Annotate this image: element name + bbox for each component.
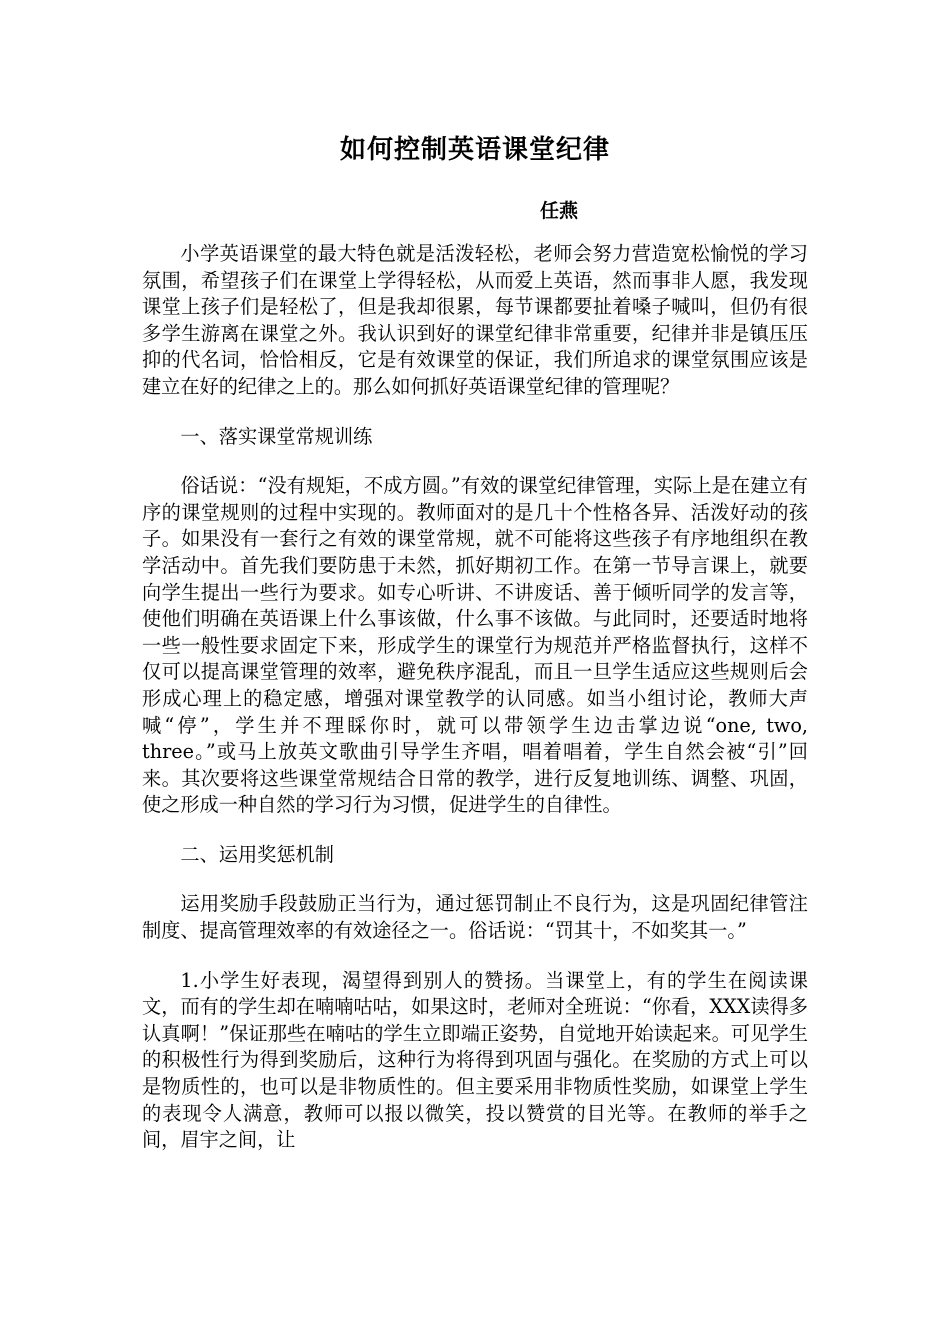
intro-paragraph: 小学英语课堂的最大特色就是活泼轻松，老师会努力营造宽松愉悦的学习氛围，希望孩子们在课堂上学得轻松，从而爱上英语，然而事非人愿，我发现课堂上孩子们是轻松了，但是我却很累，每节课都要扯着嗓子喊叫，但仍有很多学生游离在课堂之外。我认识到好的课堂纪律非常重要，纪律并非是镇压压抑的代名词，恰恰相反，它是有效课堂的保证，我们所追求的课堂氛围应该是建立在好的纪律之上的。那么如何抓好英语课堂纪律的管理呢？ [142,242,808,398]
paragraph-spacer [142,401,808,424]
author-name: 任燕 [540,200,579,222]
paragraph-spacer [142,819,808,842]
section-heading-2: 二、运用奖惩机制 [180,842,334,866]
numbered-point-1: 1.小学生好表现，渴望得到别人的赞扬。当课堂上，有的学生在阅读课文，而有的学生却在喃喃咕咕，如果这时，老师对全班说：“你看，XXX读得多认真啊！”保证那些在喃咕的学生立即端正姿势，自觉地开始读起来。可见学生的积极性行为得到奖励后，这种行为将得到巩固与强化。在奖励的方式上可以是物质性的，也可以是非物质性的。但主要采用非物质性奖励，如课堂上学生的表现令人满意，教师可以报以微笑，投以赞赏的目光等。在教师的举手之间，眉宇之间，让 [142,968,808,1152]
document-body [142,241,808,1154]
paragraph-spacer [142,450,808,473]
document-title: 如何控制英语课堂纪律 [339,135,610,165]
paragraph-spacer [142,868,808,891]
paragraph-spacer [142,945,808,968]
section-1-paragraph: 俗话说：“没有规矩，不成方圆。”有效的课堂纪律管理，实际上是在建立有序的课堂规则的过程中实现的。教师面对的是几十个性格各异、活泼好动的孩子。如果没有一套行之有效的课堂常规，就不可能将这些孩子有序地组织在教学活动中。首先我们要防患于未然，抓好期初工作。在第一节导言课上，就要向学生提出一些行为要求。如专心听讲、不讲废话、善于倾听同学的发言等，使他们明确在英语课上什么事该做，什么事不该做。与此同时，还要适时地将一些一般性要求固定下来，形成学生的课堂行为规范并严格监督执行，这样不仅可以提高课堂管理的效率，避免秩序混乱，而且一旦学生适应这些规则后会形成心理上的稳定感，增强对课堂教学的认同感。如当小组讨论，教师大声喊“停”，学生并不理睬你时，就可以带领学生边击掌边说“one, two, three。”或马上放英文歌曲引导学生齐唱，唱着唱着，学生自然会被“引”回来。其次要将这些课堂常规结合日常的教学，进行反复地训练、调整、巩固，使之形成一种自然的学习行为习惯，促进学生的自律性。 [142,474,808,817]
section-2-paragraph: 运用奖励手段鼓励正当行为，通过惩罚制止不良行为，这是巩固纪律管注制度、提高管理效率的有效途径之一。俗话说：“罚其十，不如奖其一。” [142,892,808,943]
section-heading-1: 一、落实课堂常规训练 [180,424,373,448]
